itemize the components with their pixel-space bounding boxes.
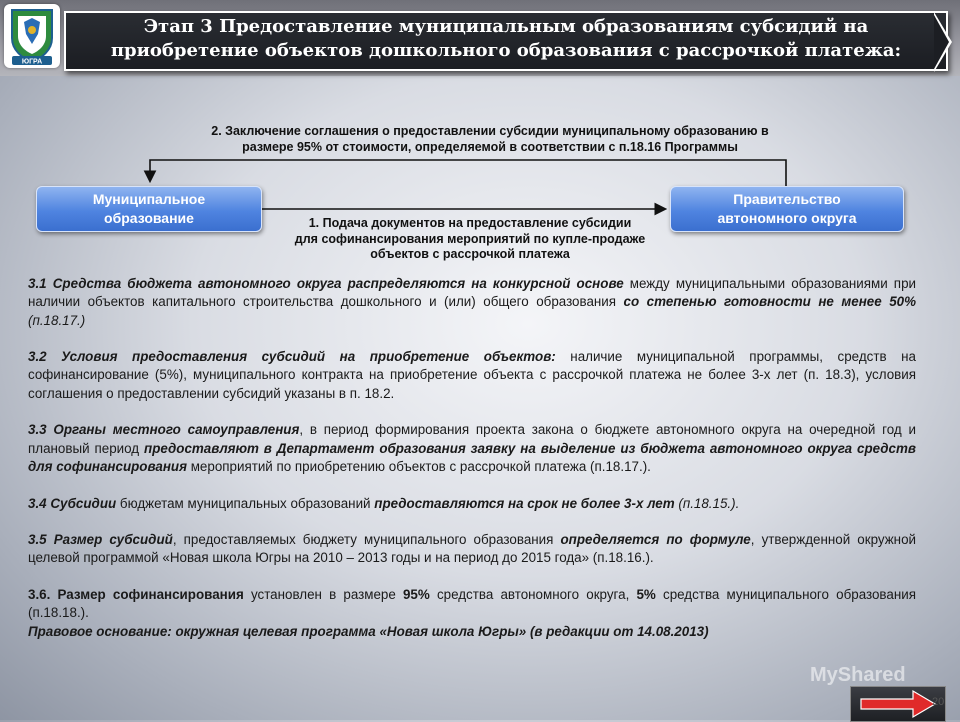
emblem-caption: ЮГРА [21,58,43,66]
municipality-box [36,186,262,232]
page-title [76,15,936,63]
arrow-right-icon [851,687,945,721]
section-3-4-num: 3.4 [28,495,47,511]
section-3-3-text: , в период формирования проекта закона о бюджете автономного округа на очередной год и плановый период [28,422,916,456]
section-3-6-text2: средства автономного округа, [429,587,637,603]
page-title-line2: приобретение объектов дошкольного образования с рассрочкой платежа: [110,40,902,61]
section-3-6-pct2: 5% [636,587,656,603]
agreement-arrow [150,160,786,187]
step1-line1: 1. Подача документов на предоставление субсидии [308,216,632,230]
section-3-5-text2: , утвержденной окружной целевой программой «Новая школа Югры на 2010 – 2013 годы и на период до 2015 года» (п.18.16.). [28,532,917,566]
municipality-line1: Муниципальное [92,191,206,207]
section-3-1-lead: Средства бюджета автономного округа распределяются на конкурсной основе [52,276,624,291]
step2-line1: 2. Заключение соглашения о предоставлении субсидии муниципальному образованию в [211,124,769,138]
section-3-1-ref: (п.18.17.) [28,312,86,328]
section-3-3 [28,421,916,476]
section-3-6-num: 3.6. [28,587,51,603]
section-3-5-num: 3.5 [28,532,47,548]
section-3-4-ref: (п.18.15.). [674,495,740,511]
section-3-6-pct1: 95% [402,587,430,603]
page-title-line1: Этап 3 Предоставление муниципальным образованиям субсидий на [143,16,869,37]
step1-line2: для софинансирования мероприятий по купле-продаже [294,231,646,246]
legal-basis: Правовое основание: окружная целевая программа «Новая школа Югры» (в редакции от 14.08.2013) [28,623,709,639]
step2-caption [120,124,860,155]
section-3-2-text: наличие муниципальной программы, средств на софинансирование (5%), муниципального контракта на приобретение объекта с рассрочкой платежа не более 3-х лет (п. 18.3), условия соглашения о предоставлении субсидий указаны в п. 18.2. [28,349,916,401]
step1-caption [244,216,696,263]
watermark-text: MyShared [810,664,906,686]
section-3-1-emph: со степенью готовности не менее 50% [623,294,916,310]
section-3-5 [28,531,916,568]
municipality-line2: образование [104,210,194,226]
section-3-4-emph: предоставляются на срок не более 3-х лет [374,495,675,511]
section-3-5-text: , предоставляемых бюджету муниципального образования [172,532,561,548]
government-box [670,186,904,232]
step2-line2: размере 95% от стоимости, определяемой в соответствии с п.18.16 Программы [242,139,738,154]
section-3-6-text3: средства муниципального образования (п.18.18.). [28,587,916,621]
section-3-1 [28,275,916,330]
section-3-4-text: бюджетам муниципальных образований [116,495,375,511]
section-3-5-emph: определяется по формуле [560,532,751,548]
header-arrow-fill [934,15,949,69]
conditions-text [28,275,916,641]
section-3-2-num: 3.2 [28,349,47,365]
section-3-3-lead: Органы местного самоуправления [53,422,300,438]
step1-line3: объектов с рассрочкой платежа [370,247,570,261]
section-3-5-lead: Размер субсидий [53,532,173,548]
emblem-logo [4,4,60,68]
section-3-6-lead: Размер софинансирования [57,587,244,603]
page-number: 20 [932,696,945,708]
section-3-2 [28,348,916,403]
government-line1: Правительство [733,191,841,207]
section-3-3-num: 3.3 [28,422,47,438]
section-3-1-num: 3.1 [28,276,47,291]
section-3-6 [28,586,916,623]
government-line2: автономного округа [717,210,857,226]
coat-of-arms-icon [4,4,60,68]
section-3-4-lead: Субсидии [50,495,117,511]
section-3-4 [28,495,916,513]
section-3-6-text: установлен в размере [243,587,403,603]
section-3-3-emph: предоставляют в Департамент образования заявку на выделение из бюджета автономного округа средств для софинансирования [28,440,916,474]
section-3-2-lead: Условия предоставления субсидий на приобретение объектов: [61,349,556,365]
section-3-3-text2: мероприятий по приобретению объектов с рассрочкой платежа (п.18.17.). [187,458,651,474]
section-3-1-text: между муниципальными образованиями при наличии объектов капитального строительства дошкольного и (или) общего образования [28,276,916,310]
